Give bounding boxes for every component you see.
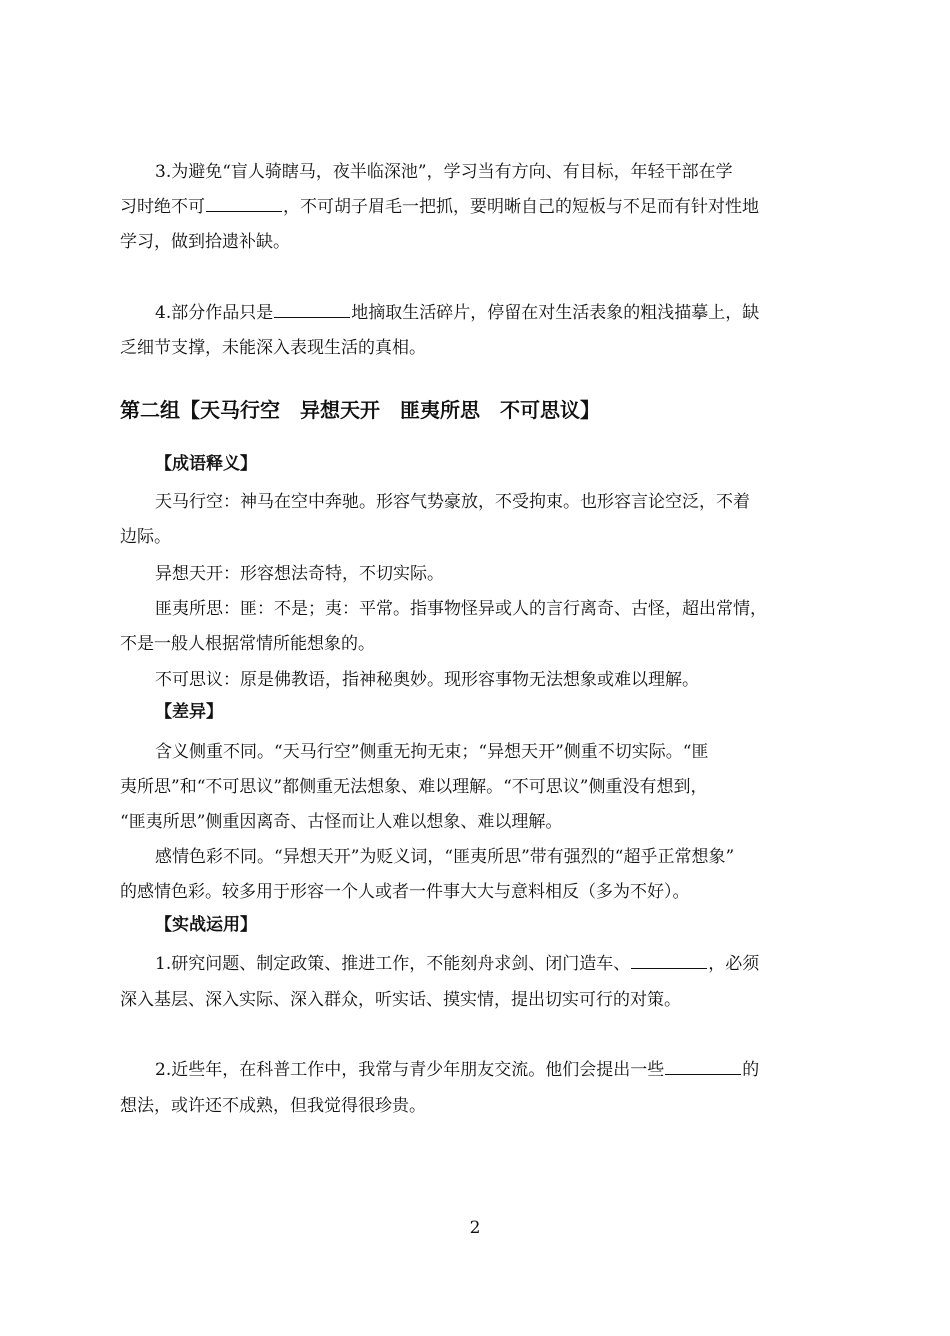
page-number: 2 xyxy=(469,1218,481,1238)
q4-line2: 乏细节支撑，未能深入表现生活的真相。 xyxy=(120,338,426,358)
q3-line2 xyxy=(120,195,830,219)
practice-q2-line2: 想法，或许还不成熟，但我觉得很珍贵。 xyxy=(120,1096,426,1116)
difference-1-line2: 夷所思”和“不可思议”都侧重无法想象、难以理解。“不可思议”侧重没有想到， xyxy=(120,777,708,797)
idiom-4: 不可思议 xyxy=(500,398,580,422)
group2-title-prefix: 第二组【 xyxy=(120,398,200,422)
q3-line1: 3.为避免“盲人骑瞎马，夜半临深池”，学习当有方向、有目标，年轻干部在学 xyxy=(155,162,733,182)
definition-1-line2: 边际。 xyxy=(120,527,171,547)
definition-3-line1: 匪夷所思：匪：不是；夷：平常。指事物怪异或人的言行离奇、古怪，超出常情， xyxy=(155,599,767,619)
q3-answer-blank[interactable] xyxy=(206,195,282,212)
practice-q2-text-after-blank: 的 xyxy=(742,1060,760,1080)
definition-3-line2: 不是一般人根据常情所能想象的。 xyxy=(120,634,375,654)
difference-2-line1: 感情色彩不同。“异想天开”为贬义词，“匪夷所思”带有强烈的“超乎正常想象” xyxy=(155,847,735,867)
q4-text-before-blank: 4.部分作品只是 xyxy=(155,303,274,323)
difference-1-line1: 含义侧重不同。“天马行空”侧重无拘无束；“异想天开”侧重不切实际。“匪 xyxy=(155,742,709,762)
definition-heading: 【成语释义】 xyxy=(155,454,257,474)
q3-text-before-blank: 习时绝不可 xyxy=(120,197,205,217)
difference-1-line3: “匪夷所思”侧重因离奇、古怪而让人难以想象、难以理解。 xyxy=(120,812,563,832)
q4-answer-blank[interactable] xyxy=(274,301,350,318)
practice-q2-answer-blank[interactable] xyxy=(665,1058,741,1075)
q4-text-after-blank: 地摘取生活碎片，停留在对生活表象的粗浅描摹上，缺 xyxy=(351,303,760,323)
group2-title-suffix: 】 xyxy=(580,398,600,422)
practice-q1-text-after-blank: ，必须 xyxy=(708,954,760,974)
idiom-2: 异想天开 xyxy=(300,398,380,422)
practice-q1-answer-blank[interactable] xyxy=(631,952,707,969)
idiom-3: 匪夷所思 xyxy=(400,398,480,422)
difference-2-line2: 的感情色彩。较多用于形容一个人或者一件事大大与意料相反（多为不好）。 xyxy=(120,882,690,902)
q3-text-after-blank: ，不可胡子眉毛一把抓，要明晰自己的短板与不足而有针对性地 xyxy=(283,197,759,217)
definition-4: 不可思议：原是佛教语，指神秘奥妙。现形容事物无法想象或难以理解。 xyxy=(155,670,699,690)
practice-q2-text-before-blank: 2.近些年，在科普工作中，我常与青少年朋友交流。他们会提出一些 xyxy=(155,1060,665,1080)
practice-q1-text-before-blank: 1.研究问题、制定政策、推进工作，不能刻舟求剑、闭门造车、 xyxy=(155,954,631,974)
practice-heading: 【实战运用】 xyxy=(155,915,257,935)
idiom-1: 天马行空 xyxy=(200,398,280,422)
q4-line1 xyxy=(155,301,830,325)
definition-2: 异想天开：形容想法奇特，不切实际。 xyxy=(155,564,444,584)
practice-q2-line1 xyxy=(155,1058,830,1082)
difference-heading: 【差异】 xyxy=(155,702,223,722)
definition-1-line1: 天马行空：神马在空中奔驰。形容气势豪放，不受拘束。也形容言论空泛，不着 xyxy=(155,492,750,512)
q3-line3: 学习，做到拾遗补缺。 xyxy=(120,232,290,252)
practice-q1-line1 xyxy=(155,952,830,976)
practice-q1-line2: 深入基层、深入实际、深入群众，听实话、摸实情，提出切实可行的对策。 xyxy=(120,990,681,1010)
group2-title xyxy=(120,396,600,424)
